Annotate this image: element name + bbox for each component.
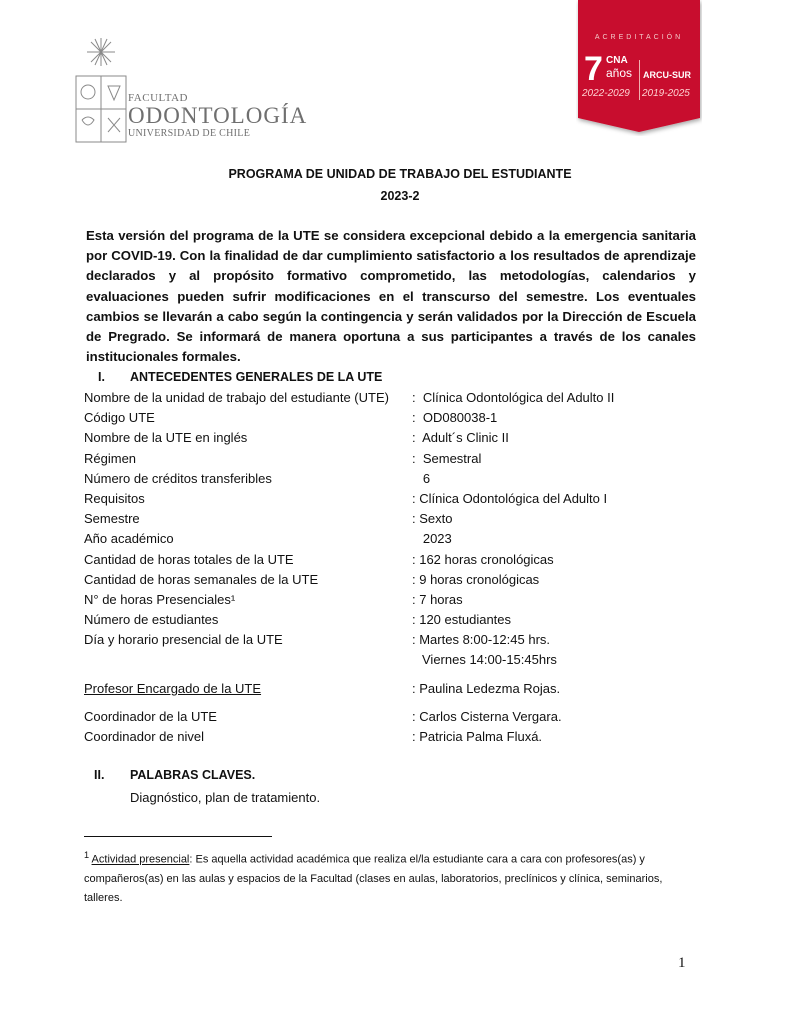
badge-cna-years: 2022-2029	[582, 88, 630, 99]
info-row-value: 2023	[412, 531, 452, 546]
info-row-value: : 9 horas cronológicas	[412, 572, 540, 587]
info-row-label: Semestre	[84, 511, 140, 526]
info-row-label: Cantidad de horas semanales de la UTE	[84, 572, 319, 587]
document-period: 2023-2	[380, 189, 420, 203]
section1-heading: ANTECEDENTES GENERALES DE LA UTE	[130, 370, 383, 384]
info-row-label: Nombre de la UTE en inglés	[84, 430, 248, 445]
badge-arcu-years: 2019-2025	[642, 88, 690, 99]
badge-cna-label: CNA	[606, 55, 628, 66]
badge-arcu-label: ARCU-SUR	[643, 70, 691, 80]
logo-odontologia-text: ODONTOLOGÍA	[128, 103, 308, 128]
badge-anos-label: años	[606, 66, 633, 80]
page-number: 1	[678, 955, 686, 971]
coordinador-ute-label: Coordinador de la UTE	[84, 709, 217, 724]
info-row-value: : 120 estudiantes	[412, 612, 512, 627]
section2-numeral: II.	[94, 768, 105, 782]
info-row-label: Código UTE	[84, 410, 155, 425]
intro-paragraph: Esta versión del programa de la UTE se considera excepcional debido a la emergencia sanitaria por COVID-19. Con la finalidad de dar cumplimiento satisfactorio a los resultados de aprendizaje declarados y al propósito formativo comprometido, las metodologías, calendarios y evaluaciones pueden sufrir modificaciones en el transcurso del semestre. Los eventuales cambios se llevarán a cabo según la contingencia y serán validados por la Dirección de Escuela de Pregrado. Se informará de manera oportuna a sus participantes a través de los canales institucionales formales.	[86, 228, 696, 365]
info-row-label: Régimen	[84, 451, 137, 466]
profesor-label: Profesor Encargado de la UTE	[84, 681, 262, 696]
info-row-value: : OD080038-1	[412, 410, 498, 425]
logo-wordmark	[128, 92, 307, 140]
footnote	[84, 846, 698, 908]
info-row-value: : Semestral	[412, 451, 482, 466]
footnote-rule	[84, 836, 272, 837]
footnote-mark: 1	[84, 850, 90, 860]
info-row-label: Año académico	[84, 531, 174, 546]
info-row-value: : Adult´s Clinic II	[412, 430, 509, 445]
footnote-text: : Es aquella actividad académica que realiza el/la estudiante cara a cara con profesores(as) y compañeros(as) en las aulas y espacios de la Facultad (clases en aulas, laboratorios, preclínicos y clínica, seminarios, talleres.	[84, 853, 663, 904]
info-row-label: N° de horas Presenciales¹	[84, 592, 236, 607]
university-crest-icon	[72, 36, 130, 146]
section2-heading: PALABRAS CLAVES.	[130, 768, 256, 782]
keywords-text: Diagnóstico, plan de tratamiento.	[130, 790, 321, 805]
profesor-value: : Paulina Ledezma Rojas.	[412, 681, 561, 696]
info-row-value: 6	[412, 471, 431, 486]
schedule-extra-value: Viernes 14:00-15:45hrs	[422, 652, 557, 667]
document-title: PROGRAMA DE UNIDAD DE TRABAJO DEL ESTUDIANTE	[228, 167, 572, 181]
coordinador-nivel-label: Coordinador de nivel	[84, 729, 204, 744]
badge-heading: ACREDITACIÓN	[594, 34, 684, 41]
badge-years-number: 7	[584, 50, 603, 88]
info-row-label: Número de estudiantes	[84, 612, 219, 627]
footnote-term: Actividad presencial	[91, 853, 190, 866]
coordinador-nivel-value: : Patricia Palma Fluxá.	[412, 729, 543, 744]
logo-faculty-text: FACULTAD	[128, 92, 188, 104]
info-row-value: : 7 horas	[412, 592, 463, 607]
accreditation-badge	[576, 0, 702, 136]
section1-numeral: I.	[98, 370, 105, 384]
logo-university-text: UNIVERSIDAD DE CHILE	[128, 128, 251, 139]
coordinador-ute-value: : Carlos Cisterna Vergara.	[412, 709, 562, 724]
faculty-logo	[72, 36, 308, 146]
info-row-value: : 162 horas cronológicas	[412, 552, 554, 567]
info-row-value: : Clínica Odontológica del Adulto II	[412, 390, 615, 405]
info-row-label: Día y horario presencial de la UTE	[84, 632, 283, 647]
info-row-value: : Clínica Odontológica del Adulto I	[412, 491, 608, 506]
badge-divider	[639, 60, 640, 100]
info-row-label: Requisitos	[84, 491, 145, 506]
info-row-label: Cantidad de horas totales de la UTE	[84, 552, 294, 567]
info-row-value: : Sexto	[412, 511, 453, 526]
info-row-value: : Martes 8:00-12:45 hrs.	[412, 632, 551, 647]
info-row-label: Nombre de la unidad de trabajo del estudiante (UTE)	[84, 390, 389, 405]
info-row-label: Número de créditos transferibles	[84, 471, 272, 486]
